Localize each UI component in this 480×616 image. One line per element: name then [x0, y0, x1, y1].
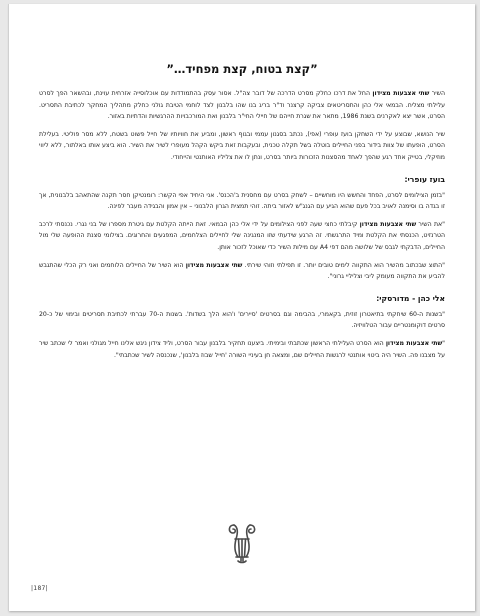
ofri-paragraph-3	[39, 260, 445, 283]
page-number: |187|	[31, 585, 48, 592]
cohen-section	[39, 293, 445, 361]
intro-paragraph-2	[39, 129, 445, 164]
cohen-paragraph-2	[39, 338, 445, 361]
chapter-title: ”קצת בטוח, קצת מפחיד…”	[166, 62, 318, 76]
book-page	[8, 4, 475, 611]
song-title-highlight: שתי אצבעות מצידון	[385, 339, 443, 347]
text-run: הוא השיר של החיילים הלוחמים ואני רק הכלי שהתגבש להביע את התקווה מעומק ליבי וצליליי גרוני".	[39, 261, 445, 281]
ofri-paragraph-2	[39, 219, 445, 254]
song-title-highlight: שתי אצבעות מצידון	[359, 220, 417, 228]
text-run: השיר	[429, 90, 446, 97]
ofri-section	[39, 174, 445, 283]
text-run: "	[442, 339, 446, 347]
cohen-heading: אלי כהן - מדורסקי:	[376, 293, 445, 303]
text-run: שיר הנושא, שבוצע על ידי השחקן בועז עופרי (אפי), נכתב בסגנון עממי ובגוף ראשון, ומביע את חוויותיו של חייל פשוט בשטח, ללא מסר פוליטי. בעלילת הסרט, הופעתו של צוות בידור בפני החיילים בוטלה בשל תקלה טכנית, ובעקבות זאת ביקש הקהל מעופרי לשיר את השיר. הוא ביצע אותו באלתור, ללא ליווי מוזיקלי, בטייק אחד רגע שהפך לאחד מהסצנות הזכורות ביותר בסרט, ונתן לו את צליליו האותנטי והייחודי.	[39, 130, 445, 161]
ofri-heading: בועז עופרי:	[404, 174, 445, 184]
ofri-paragraph-1	[39, 190, 445, 213]
song-title-highlight: שתי אצבעות מצידון	[372, 90, 430, 97]
text-run: קיבלתי כחצי שעה לפני הצילומים על ידי אלי כהן הבמאי. זאת הייתה הקלטת עם גיטרת מספרו של בני נגרי. נכנסתי לרכב הטרנזיט, הכנסתי את הקלטת ומיד התרגשתי. זה הרגע שידעתי שזו המנגינה שלי לחיילים הצלחמים, המפגעים והחרוגים. בצילומי סצנת ההופעה שלי מול החיילים, הדבקתי לגבס של שלושה מהם דפי A4 עם מילות השיר כדי שאוכל לזכור אותן.	[39, 220, 445, 251]
intro-section	[39, 88, 445, 164]
song-title-highlight: שתי אצבעות מצידון	[185, 261, 243, 269]
cohen-paragraph-1	[39, 309, 445, 332]
text-run: הוא הסרט העלילתי הראשון שכתבתי ובימיתי. ביצענו תחקיר בלבנון עבור הסרט, וליד צידון ניגש אלינו חייל מגולני ואמר לי שכתב שיר על מצבנו פה. השיר היה ביטוי אותנטי לרגשות החיילים שם, ומצאה חן בעיניי השורה 'חייל שבוז בלבנון', שנכנסה לשיר שכתבתי".	[39, 339, 445, 359]
text-run: החל את דרכו כחלק מסרט הדרכה של דובר צה"ל. אסור עסק בהתמודדות עם אוכלוסייה אזרחית עוינת, ובהשאר הפך לסרט עלילתי מצליח. הבמאי אלי כהן והתסריטאים צביקה קרצנר וד"ר בריג בנו שהו בלבנון לצד לוחמי הטיבת גולני כחלק מתהליך המחקר לכתיבת התסריט. הסרט, אשר יצא לאקרנים בשנת 1986, מתאר את שגרת חייהם של חיילי החי"ר בלבנון ואת המורכבויות ההרגשיות והדתיות באזור.	[39, 90, 445, 121]
text-run: "את השיר	[416, 220, 445, 228]
page-content	[39, 62, 445, 367]
text-run: "בזמן הצילומים לסרט, הפחד והחשש היו מוחשיים – לשחק בסרט עם מחסנית ב'הכנס'. אני היחיד אפי הקשר: רומנטיקן חסר תקנה שהתאהב בלבנונית, אך זו בגדה בו וסימנה לאויב בכל פעם שהוא הגיע עם הגנג"ש לאזור ביתה. זוהי תמצית הגרון הלבנוני – אין אמון והבגידה מעבר לפינה.	[39, 191, 445, 211]
text-run: "בשנות ה-60 שיחקתי בתיאטרון זוזית, בקאמרי, בהבימה וגם בסרטים 'סיירים' ו'הוא הלך בשדות'. בשנות ה-70 עברתי לכתיבת תסריטים ובימוי של כ-20 סרטים דוקומנטריים עבור הטלוויזיה.	[39, 310, 445, 330]
intro-paragraph-1	[39, 88, 445, 123]
text-run: "התוצ שבכתוב מהשיר הוא התקווה לימים טובים יותר. זו תפילתי וזוהי שירתי.	[242, 261, 445, 269]
lyre-icon	[224, 519, 260, 567]
